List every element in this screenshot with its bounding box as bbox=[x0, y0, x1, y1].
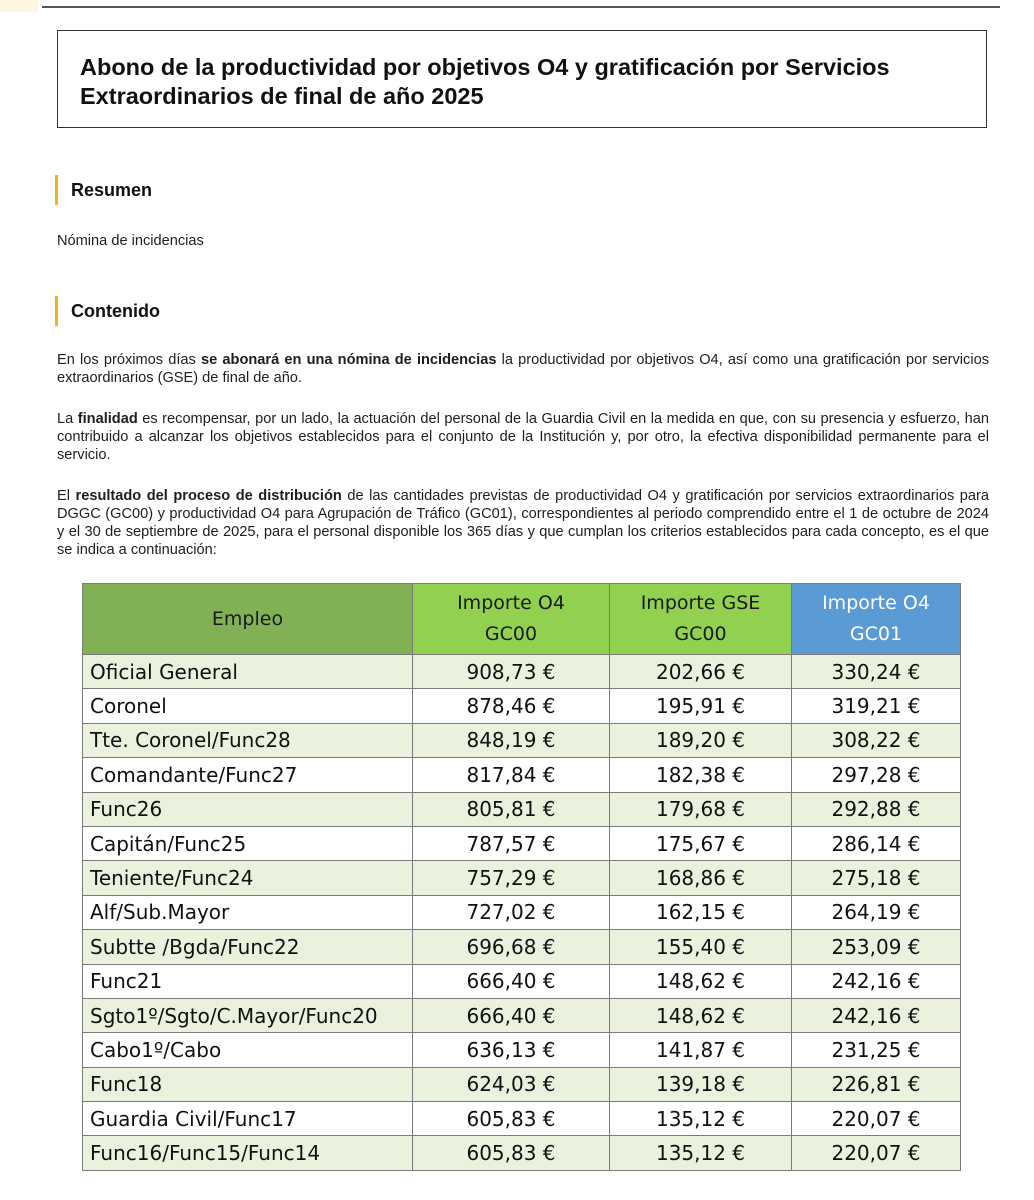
cell-o4-gc00: 757,29 € bbox=[413, 861, 610, 895]
cell-gse-gc00: 148,62 € bbox=[610, 964, 792, 998]
cell-o4-gc01: 226,81 € bbox=[792, 1067, 961, 1101]
cell-o4-gc00: 696,68 € bbox=[413, 930, 610, 964]
table-row bbox=[83, 964, 961, 998]
paragraph-2 bbox=[57, 410, 989, 464]
cell-o4-gc01: 220,07 € bbox=[792, 1136, 961, 1170]
cell-empleo: Guardia Civil/Func17 bbox=[83, 1102, 413, 1136]
section-accent-bar bbox=[55, 175, 58, 205]
section-heading-contenido: Contenido bbox=[71, 301, 160, 321]
cell-gse-gc00: 175,67 € bbox=[610, 826, 792, 860]
cell-empleo: Comandante/Func27 bbox=[83, 758, 413, 792]
text-run: El bbox=[57, 488, 76, 504]
cell-empleo: Oficial General bbox=[83, 655, 413, 689]
cell-gse-gc00: 179,68 € bbox=[610, 792, 792, 826]
header-line: GC00 bbox=[484, 623, 538, 645]
cell-gse-gc00: 148,62 € bbox=[610, 998, 792, 1032]
cell-o4-gc00: 878,46 € bbox=[413, 689, 610, 723]
table-row bbox=[83, 792, 961, 826]
header-line: Importe O4 bbox=[457, 592, 565, 614]
header-importe-o4-gc01 bbox=[792, 584, 961, 655]
cell-o4-gc01: 297,28 € bbox=[792, 758, 961, 792]
cell-o4-gc01: 275,18 € bbox=[792, 861, 961, 895]
cell-o4-gc00: 908,73 € bbox=[413, 655, 610, 689]
header-importe-o4-gc00 bbox=[413, 584, 610, 655]
table-row bbox=[83, 1033, 961, 1067]
cell-o4-gc01: 264,19 € bbox=[792, 895, 961, 929]
cell-gse-gc00: 182,38 € bbox=[610, 758, 792, 792]
text-run: es recompensar, por un lado, la actuación del personal de la Guardia Civil en la medida en que, con su presencia y esfuerzo, han contribuido a alcanzar los objetivos establecidos para el conjunto de la Institución y, por otro, la efectiva disponibilidad permanente para el servicio. bbox=[57, 411, 989, 463]
table-row bbox=[83, 689, 961, 723]
cell-gse-gc00: 135,12 € bbox=[610, 1136, 792, 1170]
cell-o4-gc01: 231,25 € bbox=[792, 1033, 961, 1067]
page-title: Abono de la productividad por objetivos O4 y gratificación por Servicios Extraordinarios de final de año 2025 bbox=[80, 54, 890, 109]
table-row bbox=[83, 1102, 961, 1136]
cell-empleo: Teniente/Func24 bbox=[83, 861, 413, 895]
cell-empleo: Capitán/Func25 bbox=[83, 826, 413, 860]
cell-o4-gc00: 605,83 € bbox=[413, 1136, 610, 1170]
paragraph-3 bbox=[57, 487, 989, 559]
cell-o4-gc01: 330,24 € bbox=[792, 655, 961, 689]
section-heading-resumen: Resumen bbox=[71, 180, 153, 200]
cell-o4-gc01: 242,16 € bbox=[792, 998, 961, 1032]
bold-run: finalidad bbox=[77, 411, 138, 427]
cell-gse-gc00: 139,18 € bbox=[610, 1067, 792, 1101]
title-box bbox=[57, 30, 987, 128]
cell-gse-gc00: 189,20 € bbox=[610, 723, 792, 757]
top-divider bbox=[42, 6, 1000, 8]
cell-o4-gc01: 220,07 € bbox=[792, 1102, 961, 1136]
cell-o4-gc01: 308,22 € bbox=[792, 723, 961, 757]
top-decoration bbox=[0, 0, 38, 12]
table-row bbox=[83, 655, 961, 689]
resumen-text: Nómina de incidencias bbox=[57, 233, 204, 249]
table-row bbox=[83, 723, 961, 757]
table-row bbox=[83, 758, 961, 792]
cell-empleo: Coronel bbox=[83, 689, 413, 723]
cell-o4-gc00: 805,81 € bbox=[413, 792, 610, 826]
cell-o4-gc00: 624,03 € bbox=[413, 1067, 610, 1101]
table-row bbox=[83, 861, 961, 895]
cell-o4-gc01: 253,09 € bbox=[792, 930, 961, 964]
cell-o4-gc00: 666,40 € bbox=[413, 998, 610, 1032]
cell-o4-gc01: 319,21 € bbox=[792, 689, 961, 723]
cell-o4-gc01: 242,16 € bbox=[792, 964, 961, 998]
cell-gse-gc00: 141,87 € bbox=[610, 1033, 792, 1067]
cell-empleo: Tte. Coronel/Func28 bbox=[83, 723, 413, 757]
table-row bbox=[83, 1136, 961, 1170]
header-importe-gse-gc00 bbox=[610, 584, 792, 655]
header-line: GC00 bbox=[674, 623, 727, 645]
cell-gse-gc00: 162,15 € bbox=[610, 895, 792, 929]
cell-gse-gc00: 135,12 € bbox=[610, 1102, 792, 1136]
text-run: La bbox=[57, 411, 78, 427]
cell-empleo: Func21 bbox=[83, 964, 413, 998]
text-run: la productividad por objetivos O4, así como una gratificación por servicios extraordinarios (GSE) de final de año. bbox=[57, 352, 989, 386]
cell-o4-gc00: 787,57 € bbox=[413, 826, 610, 860]
bold-run: se abonará en una nómina de incidencias bbox=[201, 352, 497, 368]
cell-o4-gc01: 292,88 € bbox=[792, 792, 961, 826]
header-line: Importe GSE bbox=[640, 592, 761, 614]
cell-empleo: Func18 bbox=[83, 1067, 413, 1101]
paragraph-1 bbox=[57, 351, 989, 387]
cell-gse-gc00: 195,91 € bbox=[610, 689, 792, 723]
cell-empleo: Func16/Func15/Func14 bbox=[83, 1136, 413, 1170]
table-row bbox=[83, 998, 961, 1032]
payment-table bbox=[82, 583, 961, 1171]
table-header-row bbox=[83, 584, 961, 655]
cell-o4-gc00: 605,83 € bbox=[413, 1102, 610, 1136]
cell-empleo: Cabo1º/Cabo bbox=[83, 1033, 413, 1067]
table-row bbox=[83, 1067, 961, 1101]
cell-o4-gc00: 817,84 € bbox=[413, 758, 610, 792]
section-accent-bar bbox=[55, 296, 58, 326]
header-line: Importe O4 bbox=[822, 592, 930, 614]
cell-gse-gc00: 168,86 € bbox=[610, 861, 792, 895]
cell-o4-gc00: 636,13 € bbox=[413, 1033, 610, 1067]
cell-o4-gc00: 727,02 € bbox=[413, 895, 610, 929]
table-row bbox=[83, 930, 961, 964]
cell-o4-gc01: 286,14 € bbox=[792, 826, 961, 860]
cell-empleo: Subtte /Bgda/Func22 bbox=[83, 930, 413, 964]
text-run: de las cantidades previstas de productividad O4 y gratificación por servicios extraordinarios para DGGC (GC00) y productividad O4 para Agrupación de Tráfico (GC01), correspondientes al periodo comprendido entre el 1 de octubre de 2024 y el 30 de septiembre de 2025, para el personal disponible los 365 días y que cumplan los criterios establecidos para cada concepto, es el que se indica a continuación: bbox=[57, 488, 990, 558]
table-row bbox=[83, 895, 961, 929]
cell-o4-gc00: 666,40 € bbox=[413, 964, 610, 998]
bold-run: resultado del proceso de distribución bbox=[75, 488, 342, 504]
cell-o4-gc00: 848,19 € bbox=[413, 723, 610, 757]
cell-empleo: Sgto1º/Sgto/C.Mayor/Func20 bbox=[83, 998, 413, 1032]
table-row bbox=[83, 826, 961, 860]
cell-empleo: Alf/Sub.Mayor bbox=[83, 895, 413, 929]
cell-gse-gc00: 155,40 € bbox=[610, 930, 792, 964]
text-run: En los próximos días bbox=[57, 352, 201, 368]
table-body bbox=[83, 655, 961, 1171]
header-line: GC01 bbox=[849, 623, 903, 645]
header-empleo: Empleo bbox=[83, 584, 413, 655]
cell-gse-gc00: 202,66 € bbox=[610, 655, 792, 689]
cell-empleo: Func26 bbox=[83, 792, 413, 826]
